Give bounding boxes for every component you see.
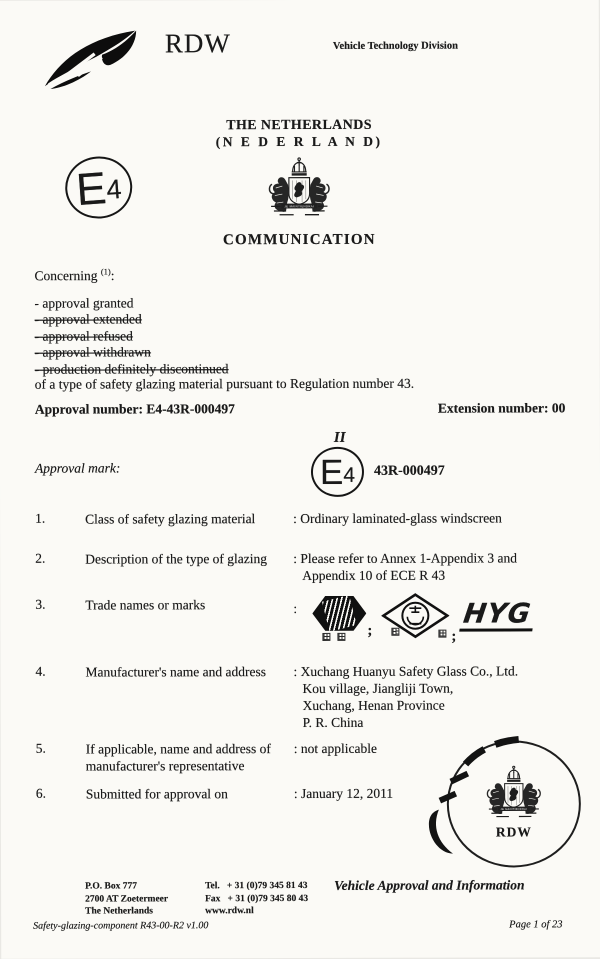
item-label: Description of the type of glazing [85, 551, 268, 567]
extension-number-value: 00 [551, 400, 566, 416]
approval-number-value: E4-43R-000497 [146, 401, 235, 417]
country-title: THE NETHERLANDS [226, 117, 372, 134]
division-title: Vehicle Technology Division [332, 40, 458, 52]
stamp-rdw-label: RDW [495, 824, 532, 840]
hexagon-hatch-pattern [322, 595, 357, 632]
footer-address: P.O. Box 777 2700 AT Zoetermeer The Netherlands [85, 881, 169, 917]
concerning-item: - approval extended [34, 311, 142, 328]
footer-contact: Tel. + 31 (0)79 345 81 43 Fax + 31 (0)79 345 80 43 www.rdw.nl [205, 880, 309, 917]
e-digit: 4 [343, 463, 356, 487]
extension-number-label: Extension number: [437, 400, 549, 416]
doc-reference: Safety-glazing-component R43-00-R2 v1.00 [33, 920, 209, 932]
subject-line: of a type of safety glazing material pursuant to Regulation number 43. [34, 375, 415, 392]
item-value: : Xuchang Huanyu Safety Glass Co., Ltd. Kou village, Jiangliji Town, Xuchang, Henan Province P. R. China [293, 663, 519, 730]
concerning-item: - approval withdrawn [34, 344, 151, 360]
item-number: 2. [35, 550, 46, 566]
concerning-item: - approval granted [34, 295, 134, 311]
item-label: Manufacturer's name and address [85, 664, 267, 680]
approval-number-line [35, 401, 235, 418]
cjk-character-glyph [337, 633, 345, 641]
e-letter: E [319, 452, 344, 492]
item-number: 5. [35, 740, 46, 756]
concerning-line: Concerning $^{(1)}$: [34, 266, 115, 284]
trademark-hexagon-caption [322, 633, 345, 641]
item-number: 1. [35, 510, 46, 526]
item-label: Class of safety glazing material [85, 511, 256, 527]
trademark-hyg-logo: HYG [459, 600, 537, 631]
separator-semicolon: ; [451, 628, 457, 645]
separator-semicolon: ; [367, 622, 373, 639]
country-subtitle: (N E D E R L A N D) [215, 133, 383, 150]
cjk-character-glyph [322, 633, 330, 641]
approval-mark-number: 43R-000497 [373, 463, 445, 479]
item-number: 6. [35, 785, 46, 801]
item-value: : Ordinary laminated-glass windscreen [293, 510, 502, 527]
cjk-character-glyph [438, 630, 446, 638]
item-value: : January 12, 2011 [293, 785, 394, 802]
concerning-label: Concerning [34, 268, 98, 284]
concerning-list [35, 295, 229, 378]
e4-type-approval-badge [63, 154, 134, 221]
trademark-hexagon-mark [312, 596, 366, 631]
item-value: : [293, 601, 298, 617]
item-number: 3. [35, 596, 46, 612]
approval-mark-badge [311, 447, 364, 497]
item-value: : Please refer to Annex 1-Appendix 3 and Appendix 10 of ECE R 43 [293, 550, 518, 583]
communication-heading: COMMUNICATION [222, 231, 376, 249]
brand-title: RDW [164, 28, 231, 59]
item-label: If applicable, name and address of manufacturer's representative [85, 741, 271, 774]
approval-mark-label: Approval mark: [34, 460, 121, 476]
concerning-item: - production definitely discontinued [34, 360, 229, 377]
e-digit: 4 [105, 173, 123, 205]
item-label: Submitted for approval on [85, 786, 228, 802]
netherlands-coat-of-arms [252, 156, 346, 218]
concerning-item: - approval refused [34, 328, 133, 344]
cjk-character-glyph [391, 628, 399, 636]
approval-number-label: Approval number: [34, 401, 143, 417]
rdw-eagle-logo [39, 21, 145, 93]
footer-division-title: Vehicle Approval and Information [334, 877, 525, 893]
stamp-ink-marks [421, 729, 541, 869]
approval-mark-class: II [333, 429, 346, 446]
concerning-footnote: (1) [100, 266, 111, 277]
extension-number-line [438, 400, 566, 416]
item-value: : not applicable [293, 740, 377, 757]
item-number: 4. [35, 663, 46, 679]
page-number: Page 1 of 23 [509, 919, 563, 931]
item-label: Trade names or marks [85, 597, 206, 613]
e-letter: E [74, 161, 109, 215]
